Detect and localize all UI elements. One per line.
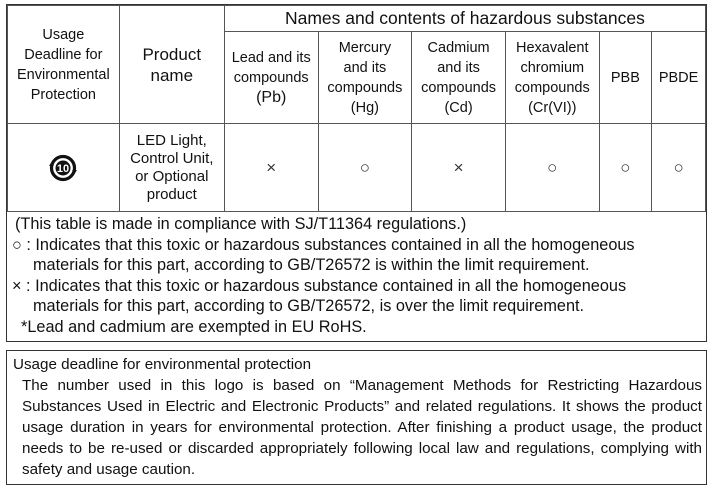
- hazardous-substances-panel: [6, 4, 707, 342]
- circle-legend-line-2: materials for this part, according to GB/T26572 is within the limit requirement.: [33, 256, 590, 274]
- mark-mercury: ○: [318, 124, 412, 212]
- table-notes: [7, 214, 705, 337]
- rohs-exemption-note: *Lead and cadmium are exempted in EU RoHS.: [21, 317, 367, 336]
- logo-number: 10: [57, 162, 70, 175]
- usage-deadline-logo-cell: [8, 124, 120, 212]
- substance-header-cadmium: Cadmium and its compounds (Cd): [412, 32, 506, 124]
- circle-legend-line-1: ○ : Indicates that this toxic or hazardous substances contained in all the homogeneous: [12, 235, 635, 254]
- substances-group-header: Names and contents of hazardous substances: [224, 6, 705, 32]
- usage-deadline-explanation-box: [6, 350, 707, 485]
- substance-header-pbde: PBDE: [652, 32, 706, 124]
- mark-cadmium: ×: [412, 124, 506, 212]
- usage-deadline-header: Usage Deadline for Environmental Protection: [8, 6, 120, 124]
- cross-legend-line-2: materials for this part, according to GB/T26572, is over the limit requirement.: [33, 297, 585, 315]
- substance-header-hexavalent-chromium: Hexavalent chromium compounds (Cr(VI)): [505, 32, 599, 124]
- cross-legend-line-1: × : Indicates that this toxic or hazardous substance contained in all the homogeneous: [12, 276, 627, 295]
- substance-header-lead: Lead and its compounds (Pb): [224, 32, 318, 124]
- compliance-note: (This table is made in compliance with SJ/T11364 regulations.): [15, 215, 467, 233]
- environmental-protection-use-period-icon: [48, 153, 78, 183]
- usage-deadline-body: The number used in this logo is based on “Management Methods for Restricting Hazardous Substances Used in Electric and Electronic Products” and related regulations. It shows the product usage duration in years for environmental protection. After finishing a product usage, the product needs to be re-used or discarded appropriately following local law and regulations, complying with safety and usage caution.: [22, 377, 702, 478]
- mark-lead: ×: [224, 124, 318, 212]
- substance-header-pbb: PBB: [599, 32, 652, 124]
- hazardous-substances-table: [7, 5, 706, 212]
- mark-pbde: ○: [652, 124, 706, 212]
- mark-hexavalent-chromium: ○: [505, 124, 599, 212]
- substance-header-mercury: Mercury and its compounds (Hg): [318, 32, 412, 124]
- usage-deadline-title: Usage deadline for environmental protection: [13, 356, 312, 373]
- mark-pbb: ○: [599, 124, 652, 212]
- product-name-cell: LED Light, Control Unit, or Optional product: [119, 124, 224, 212]
- product-name-header: Product name: [119, 6, 224, 124]
